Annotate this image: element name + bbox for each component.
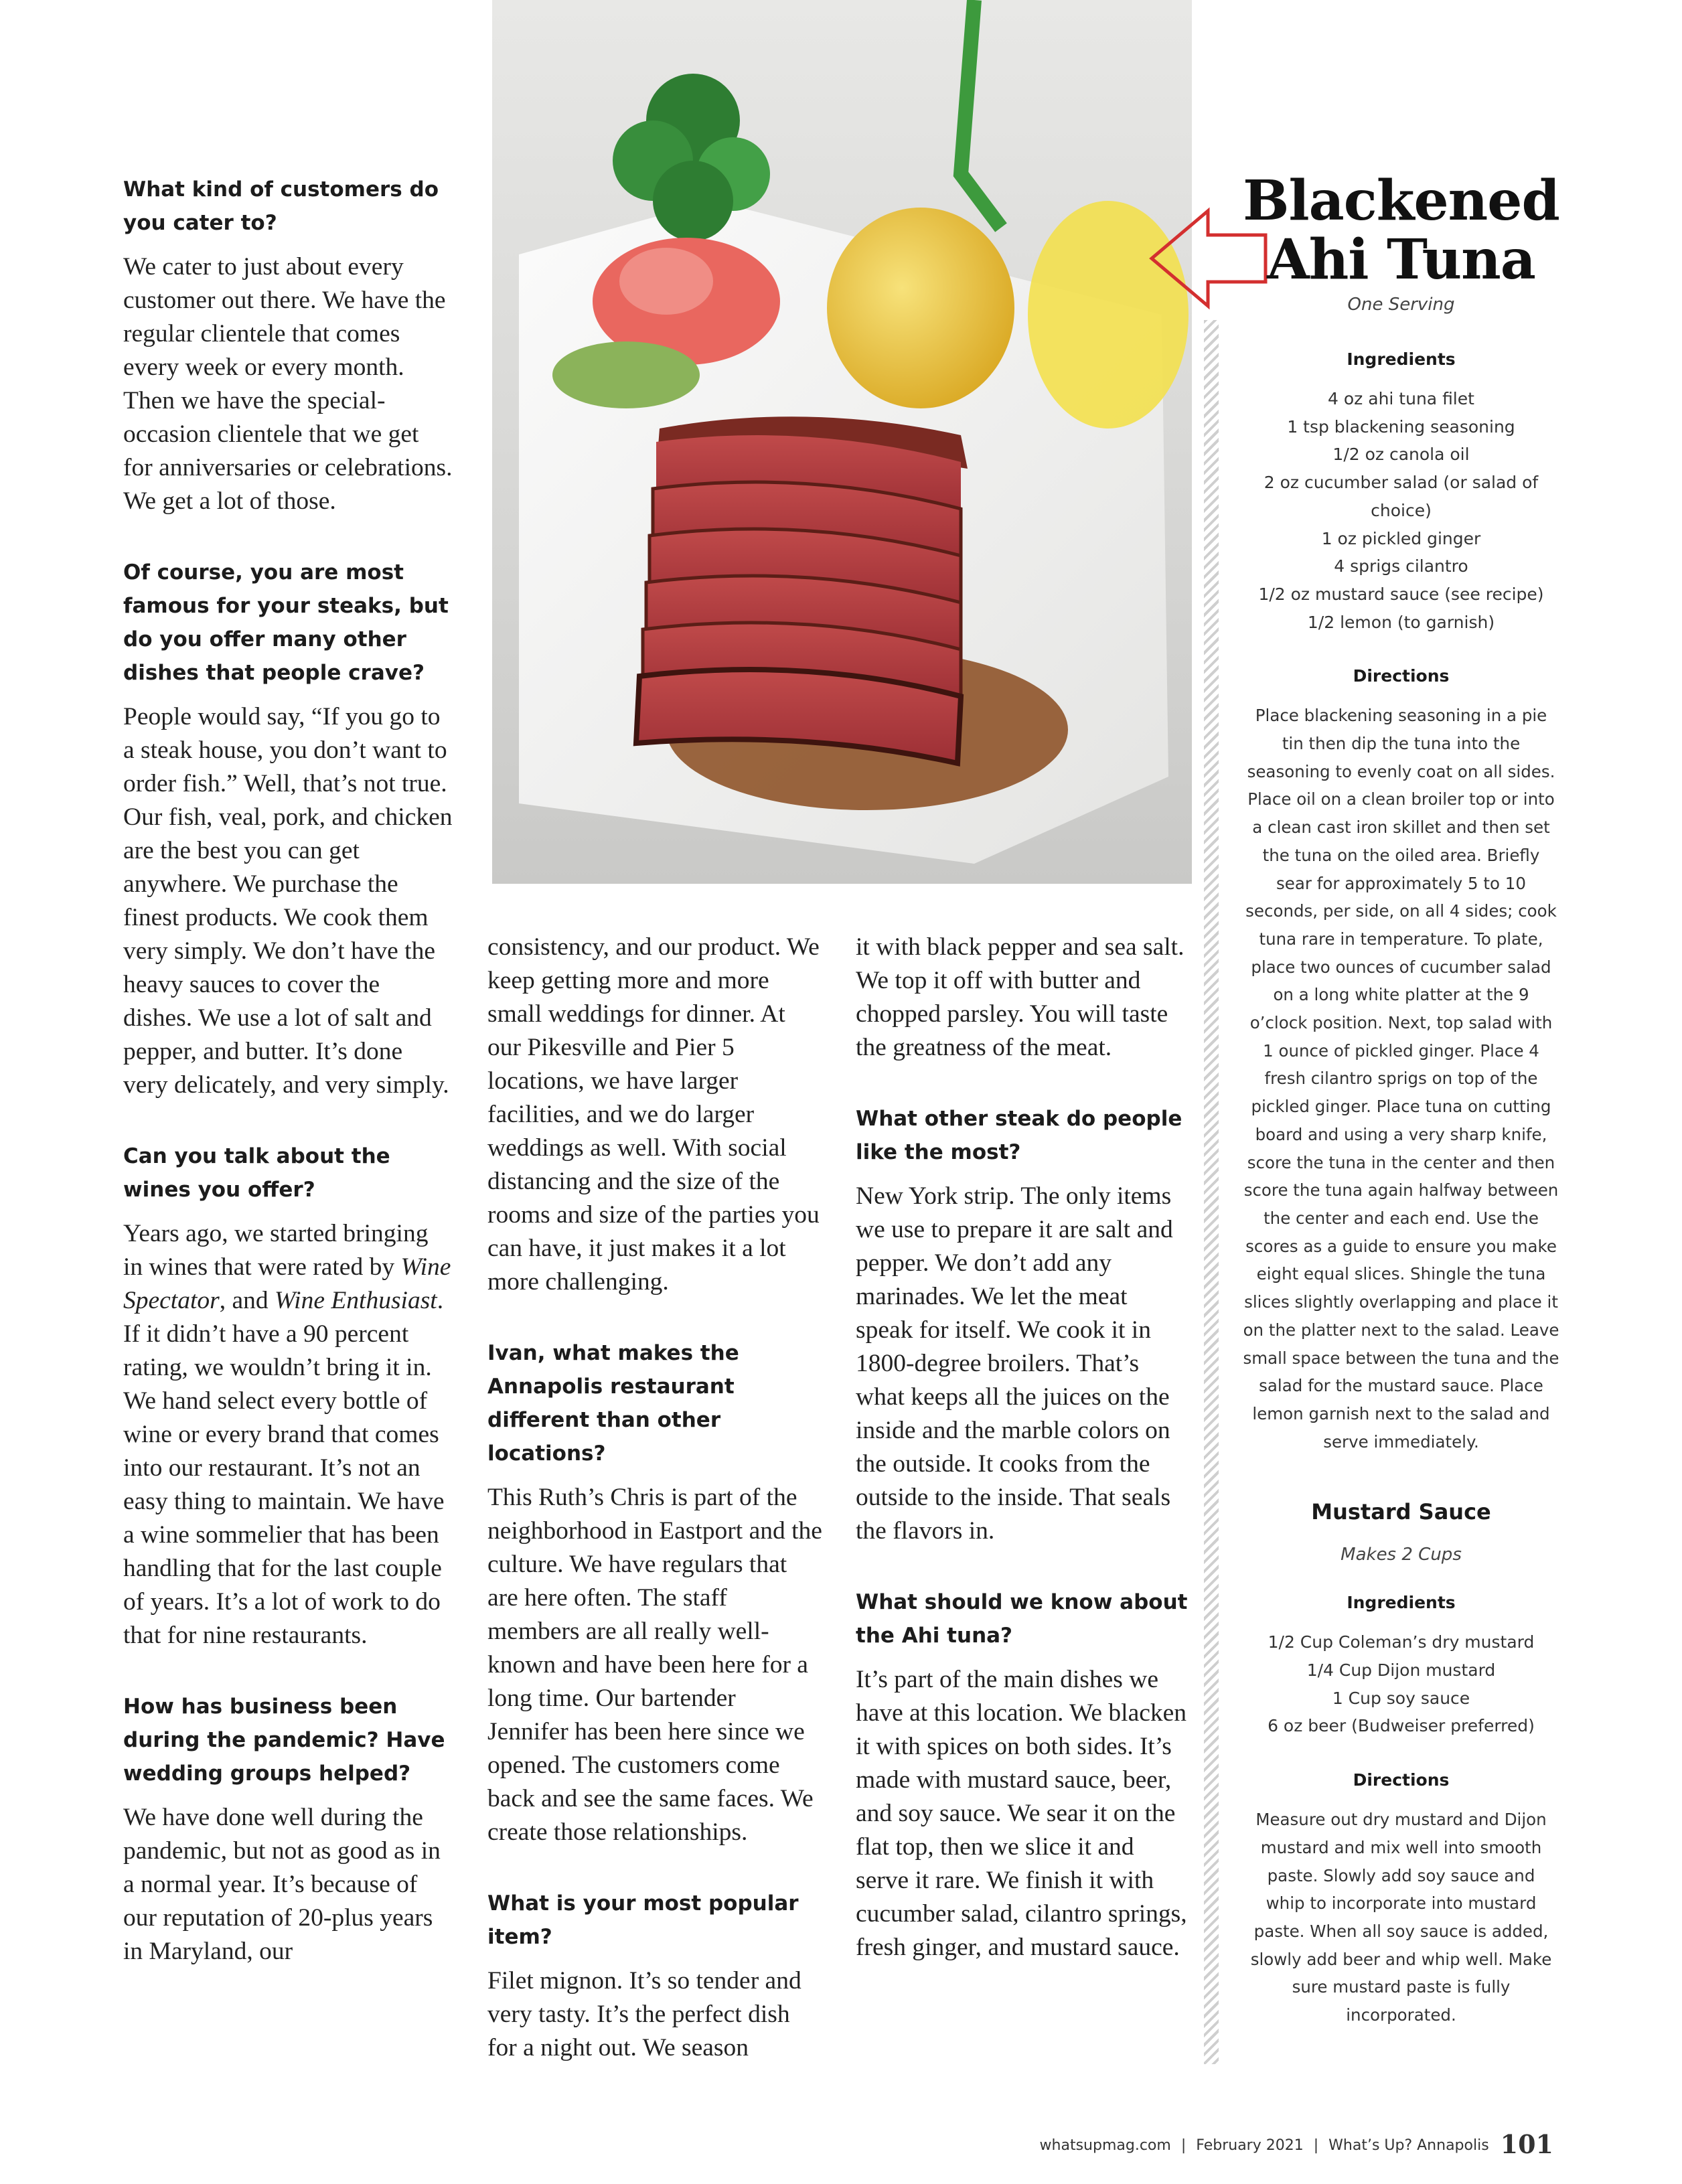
ingredient: 1/4 Cup Dijon mustard [1306, 1660, 1496, 1681]
ingredient: 1/2 lemon (to garnish) [1307, 612, 1495, 632]
ingredients-heading: Ingredients [1347, 349, 1456, 369]
interview-column-2 [487, 931, 822, 2065]
answer: We have done well during the pandemic, but not as good as in a normal year. It’s because of our reputation of 20-plus years in Maryland, our [123, 1804, 441, 1965]
answer: People would say, “If you go to a steak house, you don’t want to order fish.” Well, that’s not true. Our fish, veal, pork, and chicken are the best you can get anywhere. We purchase the finest products. We cook them very simply. We don’t have the heavy sauces to cover the dishes. We use a lot of salt and pepper, and butter. It’s done very delicately, and very simply. [123, 703, 453, 1099]
answer: We cater to just about every customer out there. We have the regular clientele that comes every week or every month. Then we have the special-occasion clientele that we get for anniversaries or celebrations. We get a lot of those. [123, 253, 453, 515]
answer: it with black pepper and sea salt. We top it off with butter and chopped parsley. You will taste the greatness of the meat. [856, 933, 1184, 1061]
ingredient: 1 tsp blackening seasoning [1287, 416, 1515, 437]
publication-name: Wine Enthusiast [275, 1287, 437, 1314]
question: What is your most popular item? [487, 1891, 799, 1949]
directions-heading: Directions [1353, 666, 1450, 686]
answer: This Ruth’s Chris is part of the neighborhood in Eastport and the culture. We have regulars that are here often. The staff members are all really well-known and have been here for a long time. Our bartender Jennifer has been here since we opened. The customers come back and see the same faces. We create those relationships. [487, 1484, 822, 1846]
answer: New York strip. The only items we use to prepare it are salt and pepper. We don’t add any marinades. We let the meat speak for itself. We cook it in 1800-degree broilers. That’s what keeps all the juices on the inside and the marble colors on the outside. It cooks from the outside to the inside. That seals the flavors in. [856, 1182, 1173, 1545]
question: What should we know about the Ahi tuna? [856, 1590, 1188, 1648]
answer: consistency, and our product. We keep getting more and more small weddings for dinner. At our Pikesville and Pier 5 locations, we have larger facilities, and we do larger weddings as well. With social distancing and the size of the rooms and size of the parties you can have, it just makes it a lot more challenging. [487, 933, 820, 1296]
ingredient: 2 oz cucumber salad (or salad of choice) [1264, 473, 1539, 520]
answer: Filet mignon. It’s so tender and very tasty. It’s the perfect dish for a night out. We season [487, 1967, 801, 2061]
question: Ivan, what makes the Annapolis restaurant different than other locations? [487, 1341, 739, 1466]
sidebar-stripe [1204, 320, 1219, 2064]
site-url: whatsupmag.com [1039, 2137, 1171, 2154]
magazine-name: What’s Up? Annapolis [1328, 2137, 1489, 2154]
answer: Years ago, we started bringing in wines that were rated by Wine Spectator, and Wine Enthusiast. If it didn’t have a 90 percent rating, we wouldn’t bring it in. We hand select every bottle of wine or every brand that comes into our restaurant. It’s not an easy thing to maintain. We have a wine sommelier that has been handling that for the last couple of years. It’s a lot of work to do that for nine restaurants. [123, 1220, 451, 1649]
ingredient: 4 sprigs cilantro [1334, 556, 1468, 576]
page-footer: whatsupmag.com | February 2021 | What’s Up? Annapolis 101 [1039, 2129, 1553, 2159]
tuna-dish-photo [492, 0, 1192, 884]
ingredient: 1/2 oz mustard sauce (see recipe) [1258, 584, 1544, 604]
directions-text: Measure out dry mustard and Dijon mustard and mix well into smooth paste. Slowly add soy sauce and whip to incorporate into mustard paste. When all soy sauce is added, slowly add beer and whip well. Make sure mustard paste is fully incorporated. [1250, 1810, 1552, 2025]
recipe-title: Blackened Ahi Tuna [1243, 169, 1559, 292]
question: What other steak do people like the most? [856, 1107, 1182, 1164]
mustard-ingredients-list [1239, 1628, 1563, 1740]
publication-name: Wine Spectator [123, 1253, 451, 1314]
interview-column-3 [856, 931, 1189, 1964]
directions-heading: Directions [1353, 1770, 1450, 1790]
question: What kind of customers do you cater to? [123, 177, 439, 235]
interview-column-1 [123, 173, 453, 1968]
answer: It’s part of the main dishes we have at this location. We blacken it with spices on both sides. It’s made with mustard sauce, beer, and soy sauce. We sear it on the flat top, then we slice it and serve it rare. We finish it with cucumber salad, cilantro springs, fresh ginger, and mustard sauce. [856, 1666, 1187, 1961]
page-number: 101 [1500, 2129, 1553, 2159]
ingredient: 1 oz pickled ginger [1321, 528, 1481, 548]
ingredient: 4 oz ahi tuna filet [1328, 389, 1474, 408]
ingredient: 6 oz beer (Budweiser preferred) [1268, 1716, 1535, 1736]
ingredient: 1/2 oz canola oil [1332, 445, 1470, 465]
question: How has business been during the pandemic? Have wedding groups helped? [123, 1695, 445, 1786]
recipe-sidebar [1239, 291, 1563, 2029]
ingredient: 1 Cup soy sauce [1332, 1688, 1470, 1708]
ingredient: 1/2 Cup Coleman’s dry mustard [1268, 1632, 1535, 1652]
servings: One Serving [1347, 295, 1455, 315]
question: Of course, you are most famous for your steaks, but do you offer many other dishes that people crave? [123, 560, 449, 685]
directions-text: Place blackening seasoning in a pie tin then dip the tuna into the seasoning to evenly coat on all sides. Place oil on a clean broiler top or into a clean cast iron skillet and then set the tuna on the oiled area. Briefly sear for approximately 5 to 10 seconds, per side, on all 4 sides; cook tuna rare in temperature. To plate, place two ounces of cucumber salad on a long white platter at the 9 o’clock position. Next, top salad with 1 ounce of pickled ginger. Place 4 fresh cilantro sprigs on top of the pickled ginger. Place tuna on cutting board and using a very sharp knife, score the tuna in the center and then score the tuna again halfway between the center and each end. Use the scores as a guide to ensure you make eight equal slices. Shingle the tuna slices slightly overlapping and place it on the platter next to the salad. Leave small space between the tuna and the salad for the mustard sauce. Place lemon garnish next to the salad and serve immediately. [1243, 706, 1559, 1452]
mustard-yield: Makes 2 Cups [1341, 1545, 1462, 1565]
mustard-sauce-title: Mustard Sauce [1311, 1499, 1491, 1525]
issue-date: February 2021 [1196, 2137, 1304, 2154]
ingredients-heading: Ingredients [1347, 1593, 1456, 1613]
ingredients-list [1239, 385, 1563, 636]
question: Can you talk about the wines you offer? [123, 1144, 390, 1202]
